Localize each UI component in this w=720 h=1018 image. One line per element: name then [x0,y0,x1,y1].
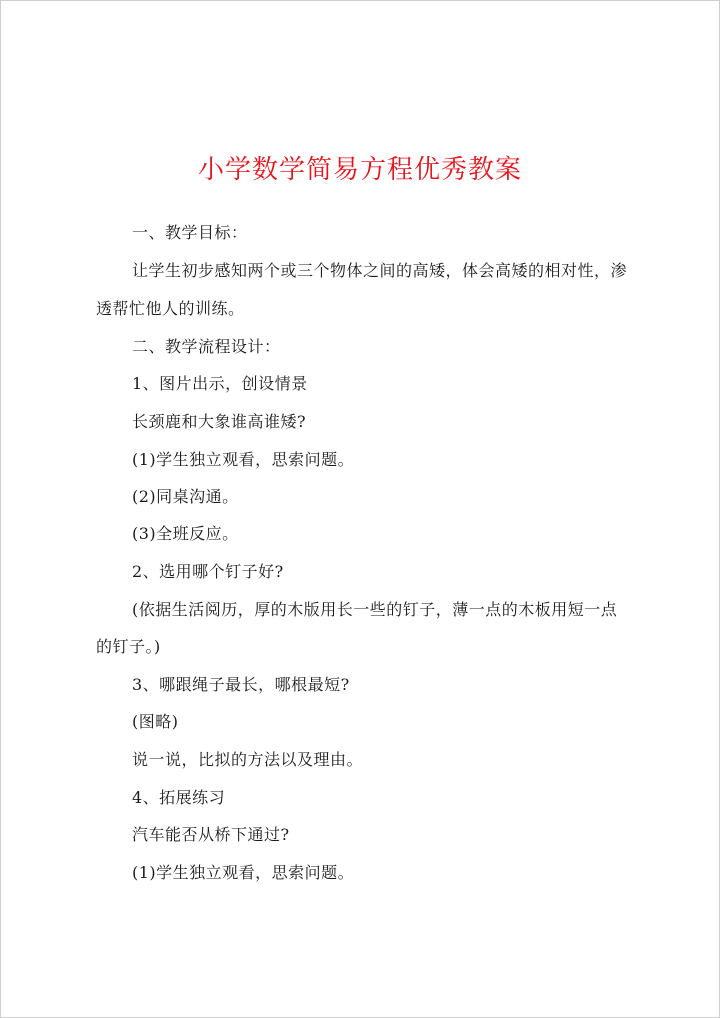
step-heading: 4、拓展练习 [132,788,226,807]
paragraph-line: (图略) [132,712,179,731]
paragraph-line: 汽车能否从桥下通过? [132,825,290,844]
step-heading: 1、图片出示，创设情景 [132,374,308,393]
paragraph-line: 的钉子。) [96,637,161,656]
list-item: (3)全班反应。 [132,524,239,543]
list-item: (2)同桌沟通。 [132,487,239,506]
paragraph-line: 透帮忙他人的训练。 [96,299,245,318]
paragraph-line: (依据生活阅历，厚的木版用长一些的钉子，薄一点的木板用短一点 [132,600,618,619]
list-item: (1)学生独立观看，思索问题。 [132,450,355,469]
paragraph-line: 长颈鹿和大象谁高谁矮? [132,412,307,431]
step-heading: 3、哪跟绳子最长，哪根最短? [132,675,350,694]
section-heading-process: 二、教学流程设计： [132,337,281,356]
step-heading: 2、选用哪个钉子好? [132,562,284,581]
document-title: 小学数学简易方程优秀教案 [197,155,522,185]
paragraph-line: 让学生初步感知两个或三个物体之间的高矮，体会高矮的相对性，渗 [132,261,628,280]
list-item: (1)学生独立观看，思索问题。 [132,863,355,882]
section-heading-goals: 一、教学目标： [132,223,248,242]
paragraph-line: 说一说，比拟的方法以及理由。 [132,750,364,769]
